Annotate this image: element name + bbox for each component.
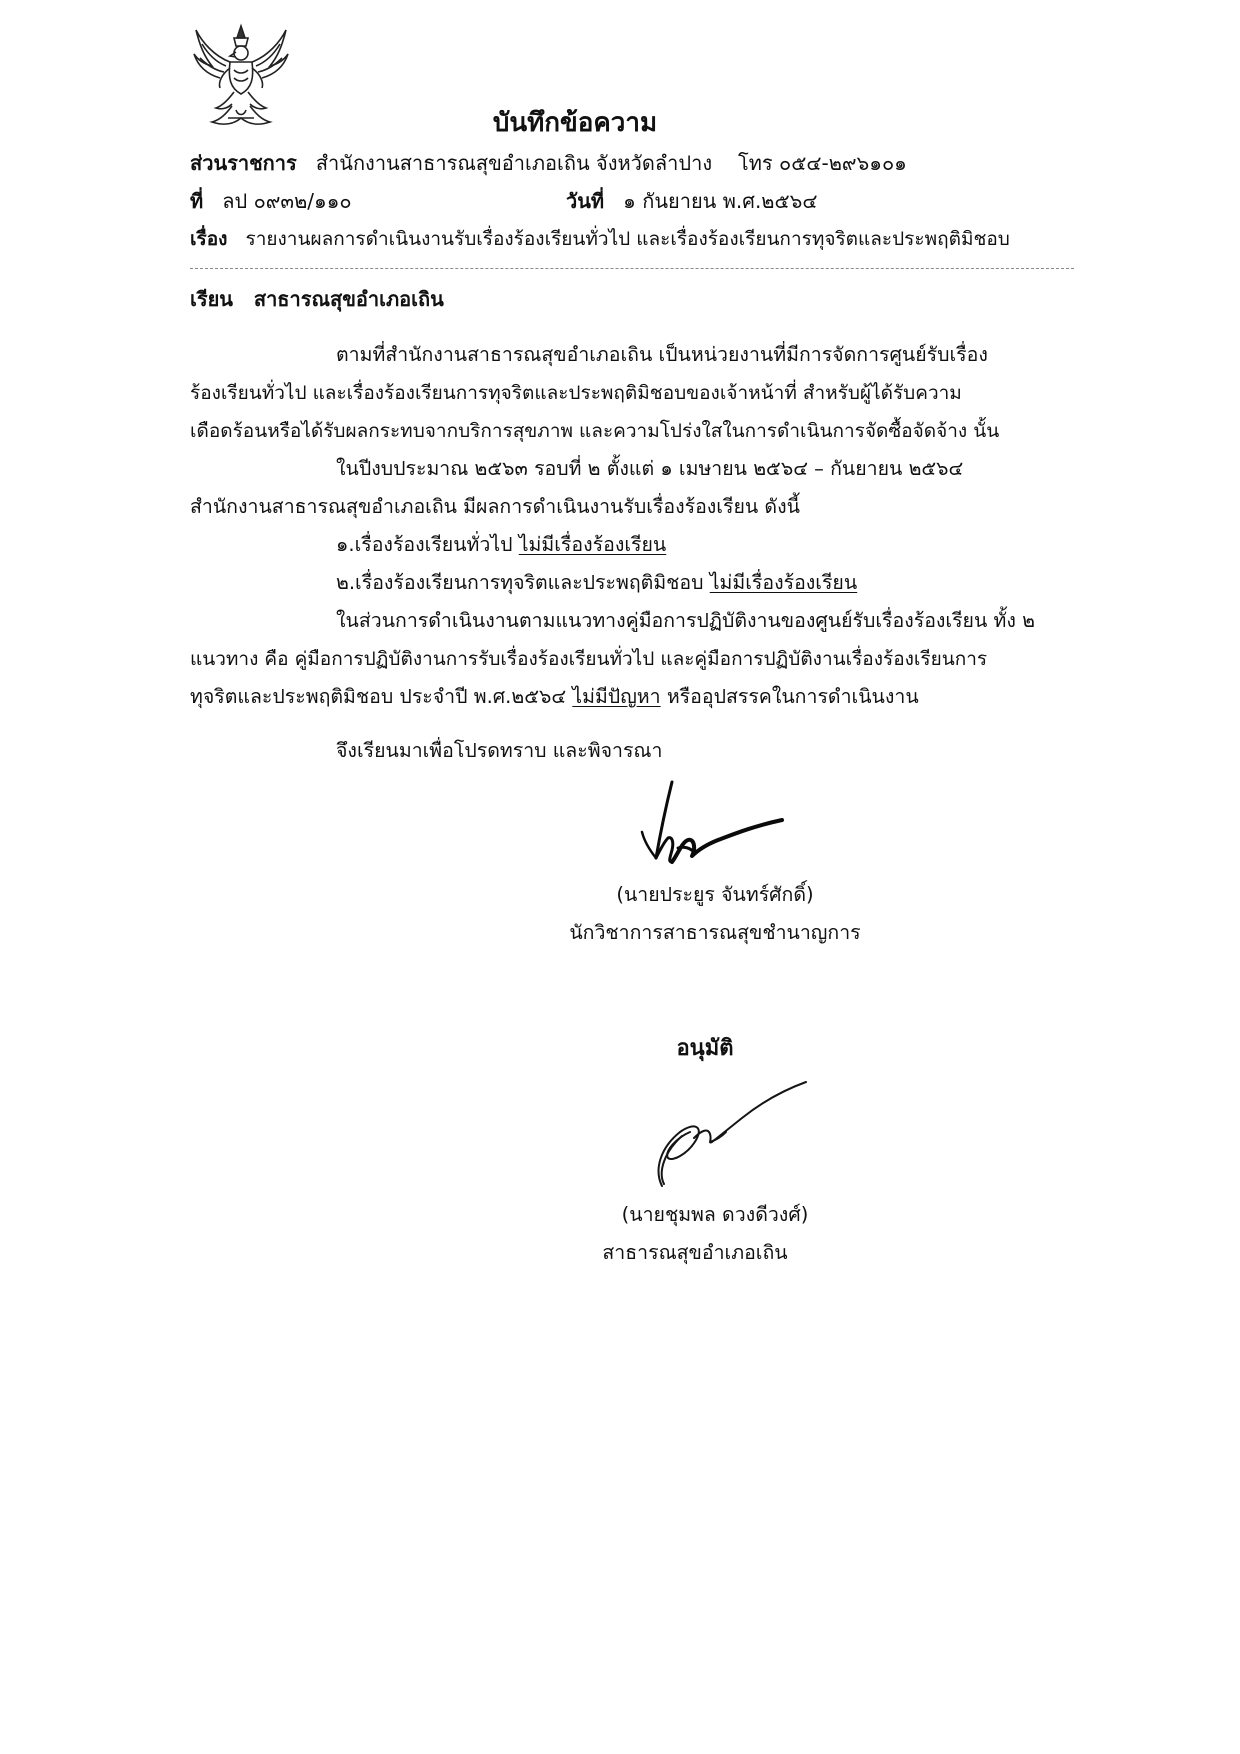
paragraph-2-line-2: สำนักงานสาธารณสุขอำเภอเถิน มีผลการดำเนินงานรับเรื่องร้องเรียน ดังนี้ — [190, 495, 800, 518]
salutation-label: เรียน — [190, 287, 233, 311]
paragraph-1-line-2: ร้องเรียนทั่วไป และเรื่องร้องเรียนการทุจริตและประพฤติมิชอบของเจ้าหน้าที่ สำหรับผู้ได้รับความ — [190, 382, 962, 404]
paragraph-3-line-1: ในส่วนการดำเนินงานตามแนวทางคู่มือการปฏิบัติงานของศูนย์รับเรื่องร้องเรียน ทั้ง ๒ — [336, 609, 1035, 632]
subject-value: รายงานผลการดำเนินงานรับเรื่องร้องเรียนทั่วไป และเรื่องร้องเรียนการทุจริตและประพฤติมิชอบ — [245, 228, 1010, 250]
approval-label: อนุมัติ — [676, 1036, 734, 1061]
date-label: วันที่ — [566, 189, 605, 213]
salutation-value: สาธารณสุขอำเภอเถิน — [253, 287, 444, 311]
item-1-result: ไม่มีเรื่องร้องเรียน — [518, 533, 667, 556]
reference-label: ที่ — [190, 189, 204, 213]
signer-2-name: (นายชุมพล ดวงดีวงศ์) — [621, 1203, 809, 1226]
paragraph-2-line-1: ในปีงบประมาณ ๒๕๖๓ รอบที่ ๒ ตั้งแต่ ๑ เมษายน ๒๕๖๔ – กันยายน ๒๕๖๔ — [336, 457, 964, 480]
signature-1-icon — [638, 778, 788, 870]
reference-line — [190, 186, 352, 216]
item-1-text: ๑.เรื่องร้องเรียนทั่วไป — [336, 533, 513, 556]
memo-title: บันทึกข้อความ — [492, 108, 658, 138]
agency-value: สำนักงานสาธารณสุขอำเภอเถิน จังหวัดลำปาง — [315, 151, 713, 175]
paragraph-3-line-2: แนวทาง คือ คู่มือการปฏิบัติงานการรับเรื่องร้องเรียนทั่วไป และคู่มือการปฏิบัติงานเรื่องร้องเรียนการ — [190, 648, 988, 670]
salutation — [190, 284, 444, 314]
no-problem-text: ไม่มีปัญหา — [572, 685, 661, 708]
subject-label: เรื่อง — [190, 228, 228, 250]
signer-2-position: สาธารณสุขอำเภอเถิน — [602, 1241, 788, 1264]
reference-value: ลป ๐๙๓๒/๑๑๐ — [222, 189, 352, 213]
paragraph-3-line-3 — [190, 682, 919, 712]
closing-line: จึงเรียนมาเพื่อโปรดทราบ และพิจารณา — [336, 739, 663, 762]
header-divider — [190, 268, 1074, 269]
paragraph-3-line-3-start: ทุจริตและประพฤติมิชอบ ประจำปี พ.ศ.๒๕๖๔ — [190, 685, 567, 708]
signer-1-position: นักวิชาการสาธารณสุขชำนาญการ — [569, 921, 861, 944]
paragraph-3-line-3-end: หรืออุปสรรคในการดำเนินงาน — [666, 685, 919, 708]
paragraph-1-line-1: ตามที่สำนักงานสาธารณสุขอำเภอเถิน เป็นหน่วยงานที่มีการจัดการศูนย์รับเรื่อง — [336, 343, 988, 366]
item-1 — [336, 530, 666, 560]
item-2-text: ๒.เรื่องร้องเรียนการทุจริตและประพฤติมิชอบ — [336, 571, 704, 594]
date-value: ๑ กันยายน พ.ศ.๒๕๖๔ — [623, 189, 818, 213]
phone-number: โทร ๐๕๔-๒๙๖๑๐๑ — [738, 151, 907, 175]
agency-line — [190, 148, 712, 178]
item-2 — [336, 568, 857, 598]
signature-2-icon — [650, 1080, 810, 1192]
agency-label: ส่วนราชการ — [190, 151, 297, 175]
item-2-result: ไม่มีเรื่องร้องเรียน — [709, 571, 858, 594]
date-line — [566, 186, 817, 216]
signer-1-name: (นายประยูร จันทร์ศักดิ์) — [616, 883, 814, 906]
subject-line — [190, 224, 1010, 254]
paragraph-1-line-3: เดือดร้อนหรือได้รับผลกระทบจากบริการสุขภาพ และความโปร่งใสในการดำเนินการจัดซื้อจัดจ้าง นั้น — [190, 420, 1000, 442]
